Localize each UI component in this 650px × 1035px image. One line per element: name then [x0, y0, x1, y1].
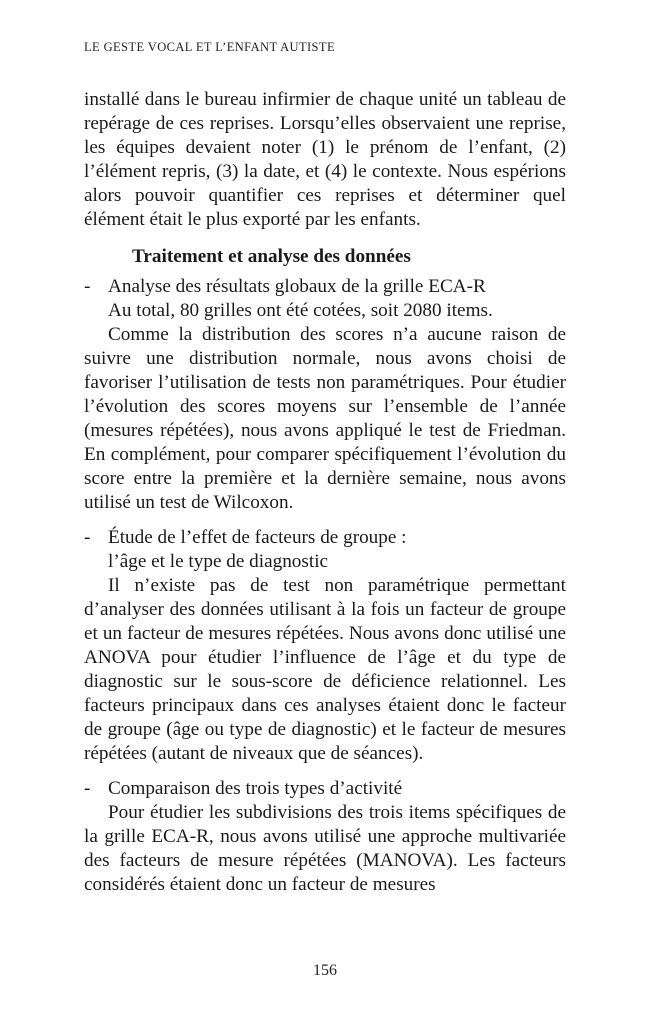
- item-title: Étude de l’effet de facteurs de groupe :: [108, 527, 407, 549]
- page-number: 156: [313, 962, 337, 979]
- item-paragraph: Pour étudier les subdivisions des trois items spécifiques de la grille ECA-R, nous avons utilisé une approche multivariée des facteurs de mesure répétées (MANOVA). Les facteurs considérés étaient donc un facteur de mesures: [84, 802, 566, 896]
- dash-marker: -: [84, 778, 91, 800]
- item-subtitle: l’âge et le type de diagnostic: [108, 551, 329, 573]
- list-item-title: [84, 777, 566, 801]
- list-item-title: [84, 275, 566, 299]
- intro-paragraph: installé dans le bureau infirmier de chaque unité un tableau de repérage de ces reprises. Lorsqu’elles observaient une reprise, les équipes devaient noter (1) le prénom de l’enfant, (2) l’élément repris, (3) la date, et (4) le contexte. Nous espérions alors pouvoir quantifier ces reprises et déterminer quel élément était le plus exporté par les enfants.: [84, 89, 566, 230]
- item-paragraph: Il n’existe pas de test non paramétrique permettant d’analyser des données utilisant à la fois un facteur de groupe et un facteur de mesures répétées. Nous avons donc utilisé une ANOVA pour étudier l’influence de l’âge et du type de diagnostic sur le sous-score de déficience relationnel. Les facteurs principaux dans ces analyses étaient donc le facteur de groupe (âge ou type de diagnostic) et le facteur de mesures répétées (autant de niveaux que de séances).: [84, 575, 566, 764]
- dash-marker: -: [84, 527, 91, 549]
- body-text: [84, 88, 566, 897]
- section-heading: Traitement et analyse des données: [132, 246, 411, 268]
- item-paragraph: Au total, 80 grilles ont été cotées, soit 2080 items.: [108, 300, 493, 322]
- dash-marker: -: [84, 276, 91, 298]
- item-paragraph: Comme la distribution des scores n’a aucune raison de suivre une distribution normale, nous avons choisi de favoriser l’utilisation de tests non paramétriques. Pour étudier l’évolution des scores moyens sur l’ensemble de l’année (mesures répétées), nous avons appliqué le test de Friedman. En complément, pour comparer spécifiquement l’évolution du score entre la première et la dernière semaine, nous avons utilisé un test de Wilcoxon.: [84, 324, 566, 513]
- item-title: Comparaison des trois types d’activité: [108, 778, 403, 800]
- list-item-title: [84, 526, 566, 550]
- item-title: Analyse des résultats globaux de la grille ECA-R: [108, 276, 486, 298]
- running-head: LE GESTE VOCAL ET L’ENFANT AUTISTE: [84, 40, 335, 54]
